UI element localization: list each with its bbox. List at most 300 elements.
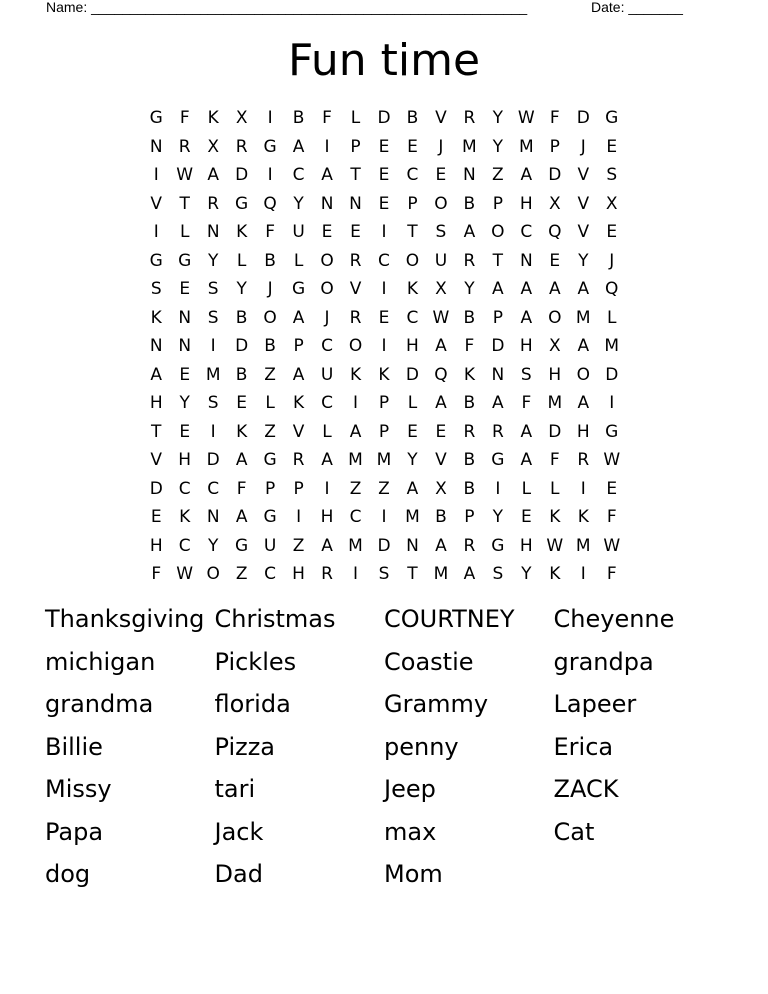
word-bank-item: Coastie xyxy=(384,647,474,676)
grid-letter: L xyxy=(293,250,304,271)
grid-letter: L xyxy=(236,250,247,271)
grid-letter: E xyxy=(435,421,447,442)
grid-letter: K xyxy=(577,507,589,528)
grid-letter: T xyxy=(407,564,418,585)
grid-letter: K xyxy=(293,393,305,414)
grid-letter: H xyxy=(149,393,163,414)
grid-letter: E xyxy=(350,222,361,243)
grid-letter: Y xyxy=(464,279,475,300)
grid-letter: L xyxy=(265,393,275,414)
grid-letter: E xyxy=(407,421,418,442)
word-bank-item: florida xyxy=(214,690,291,719)
grid-letter: J xyxy=(609,250,615,271)
word-bank-item: grandpa xyxy=(553,647,654,676)
grid-letter: T xyxy=(179,193,190,214)
grid-letter: D xyxy=(405,364,419,385)
word-bank-row xyxy=(45,853,745,896)
grid-letter: I xyxy=(381,222,387,243)
grid-letter: L xyxy=(521,478,532,499)
grid-letter: S xyxy=(435,222,447,243)
grid-letter: Y xyxy=(578,250,589,271)
grid-letter: C xyxy=(520,222,533,243)
grid-letter: A xyxy=(235,507,248,528)
grid-letter: E xyxy=(378,307,390,328)
grid-letter: I xyxy=(267,165,273,186)
grid-letter: S xyxy=(150,279,162,300)
grid-letter: A xyxy=(349,421,362,442)
grid-letter: O xyxy=(320,279,334,300)
grid-row xyxy=(142,275,626,304)
grid-letter: G xyxy=(491,535,505,556)
word-bank-item: Christmas xyxy=(214,605,336,634)
grid-letter: C xyxy=(207,478,220,499)
grid-letter: G xyxy=(235,193,249,214)
grid-letter: A xyxy=(435,535,447,556)
grid-letter: P xyxy=(293,478,304,499)
grid-letter: X xyxy=(548,193,561,214)
grid-letter: A xyxy=(321,450,333,471)
grid-letter: D xyxy=(235,165,249,186)
grid-letter: A xyxy=(321,535,333,556)
grid-letter: Y xyxy=(236,279,247,300)
grid-letter: K xyxy=(378,364,390,385)
grid-letter: Z xyxy=(235,564,248,585)
grid-letter: B xyxy=(435,507,447,528)
grid-letter: D xyxy=(377,535,391,556)
word-bank-item: Jeep xyxy=(384,775,436,804)
grid-letter: F xyxy=(179,108,190,129)
grid-letter: U xyxy=(434,250,448,271)
grid-letter: E xyxy=(179,279,191,300)
grid-letter: N xyxy=(463,165,476,186)
grid-row xyxy=(142,361,626,390)
grid-letter: K xyxy=(349,364,362,385)
grid-letter: R xyxy=(349,307,362,328)
grid-letter: V xyxy=(577,222,590,243)
grid-letter: Z xyxy=(292,535,305,556)
grid-letter: B xyxy=(235,307,248,328)
grid-letter: K xyxy=(179,507,191,528)
grid-letter: I xyxy=(381,507,387,528)
grid-letter: O xyxy=(434,193,448,214)
word-bank-item: Jack xyxy=(214,817,264,846)
grid-letter: E xyxy=(378,193,390,214)
grid-letter: B xyxy=(463,193,476,214)
grid-letter: R xyxy=(321,564,333,585)
grid-letter: L xyxy=(322,421,332,442)
grid-letter: F xyxy=(606,507,617,528)
grid-letter: F xyxy=(521,393,532,414)
grid-letter: G xyxy=(263,136,277,157)
grid-letter: G xyxy=(263,507,277,528)
grid-letter: C xyxy=(406,165,419,186)
grid-letter: E xyxy=(407,136,418,157)
grid-letter: I xyxy=(609,393,615,414)
grid-letter: P xyxy=(378,393,390,414)
grid-letter: K xyxy=(463,364,475,385)
word-bank-row xyxy=(45,683,745,726)
grid-letter: H xyxy=(406,336,419,357)
grid-letter: A xyxy=(463,564,476,585)
grid-letter: M xyxy=(405,507,420,528)
grid-letter: V xyxy=(349,279,362,300)
grid-letter: I xyxy=(210,336,216,357)
grid-letter: N xyxy=(178,307,192,328)
grid-letter: P xyxy=(350,136,361,157)
grid-row xyxy=(142,190,626,219)
grid-letter: C xyxy=(292,165,305,186)
grid-letter: Q xyxy=(434,364,448,385)
grid-letter: C xyxy=(178,478,191,499)
word-bank-row xyxy=(45,641,745,684)
grid-row xyxy=(142,218,626,247)
grid-letter: G xyxy=(263,450,277,471)
grid-letter: L xyxy=(606,307,617,328)
grid-row xyxy=(142,560,626,589)
grid-letter: X xyxy=(435,279,447,300)
grid-letter: A xyxy=(292,136,305,157)
grid-letter: W xyxy=(176,165,194,186)
grid-letter: A xyxy=(520,279,533,300)
name-field-line: Name: ________________________________________________________ xyxy=(46,0,528,15)
grid-letter: O xyxy=(576,364,590,385)
grid-letter: A xyxy=(520,307,533,328)
grid-letter: N xyxy=(206,507,220,528)
grid-letter: B xyxy=(264,336,276,357)
grid-letter: K xyxy=(549,564,561,585)
grid-letter: Y xyxy=(179,393,190,414)
grid-letter: P xyxy=(492,193,503,214)
grid-letter: S xyxy=(207,279,219,300)
date-field-line: Date: _______ xyxy=(591,0,683,15)
grid-letter: I xyxy=(153,222,159,243)
grid-letter: G xyxy=(149,250,163,271)
grid-letter: U xyxy=(292,222,305,243)
grid-letter: V xyxy=(150,450,163,471)
grid-letter: H xyxy=(576,421,590,442)
grid-letter: F xyxy=(549,450,560,471)
word-bank-row xyxy=(45,768,745,811)
grid-letter: I xyxy=(324,478,330,499)
grid-letter: Z xyxy=(264,364,276,385)
grid-letter: K xyxy=(236,222,248,243)
grid-letter: Y xyxy=(492,507,504,528)
grid-letter: S xyxy=(520,364,532,385)
grid-row xyxy=(142,161,626,190)
grid-letter: E xyxy=(378,136,390,157)
grid-letter: Y xyxy=(407,450,418,471)
grid-letter: I xyxy=(324,136,330,157)
grid-letter: G xyxy=(149,108,163,129)
grid-letter: J xyxy=(580,136,586,157)
grid-letter: G xyxy=(178,250,192,271)
word-bank-row xyxy=(45,726,745,769)
grid-letter: E xyxy=(378,165,390,186)
grid-letter: A xyxy=(492,393,504,414)
grid-letter: P xyxy=(293,336,304,357)
grid-letter: F xyxy=(151,564,162,585)
grid-letter: Z xyxy=(349,478,362,499)
grid-letter: R xyxy=(178,136,191,157)
grid-letter: F xyxy=(549,108,560,129)
grid-letter: P xyxy=(264,478,276,499)
grid-letter: A xyxy=(150,364,163,385)
grid-letter: I xyxy=(353,564,359,585)
grid-letter: O xyxy=(405,250,420,271)
grid-letter: B xyxy=(406,108,419,129)
grid-letter: M xyxy=(376,450,392,471)
grid-letter: A xyxy=(435,393,447,414)
word-bank-item: Papa xyxy=(45,817,104,846)
grid-letter: Q xyxy=(548,222,562,243)
grid-letter: B xyxy=(463,307,476,328)
grid-letter: D xyxy=(149,478,163,499)
grid-letter: D xyxy=(548,165,562,186)
grid-letter: J xyxy=(324,307,330,328)
grid-letter: R xyxy=(349,250,362,271)
grid-letter: N xyxy=(178,336,192,357)
grid-letter: L xyxy=(407,393,418,414)
grid-letter: T xyxy=(492,250,504,271)
grid-letter: X xyxy=(605,193,618,214)
grid-letter: M xyxy=(547,393,563,414)
grid-letter: Y xyxy=(492,108,504,129)
grid-row xyxy=(142,133,626,162)
grid-letter: U xyxy=(320,364,334,385)
grid-letter: I xyxy=(296,507,302,528)
grid-letter: A xyxy=(577,279,590,300)
grid-letter: V xyxy=(435,108,447,129)
grid-letter: E xyxy=(606,136,618,157)
grid-letter: Y xyxy=(207,250,219,271)
grid-letter: E xyxy=(179,364,191,385)
word-bank-item: penny xyxy=(384,732,459,761)
grid-letter: B xyxy=(463,478,476,499)
word-bank-item: dog xyxy=(45,860,91,889)
puzzle-title: Fun time xyxy=(287,35,481,86)
grid-letter: W xyxy=(603,450,621,471)
grid-letter: S xyxy=(378,564,390,585)
grid-row xyxy=(142,475,626,504)
word-bank-item: Dad xyxy=(214,860,263,889)
word-bank-item: Pickles xyxy=(214,647,297,676)
grid-letter: Y xyxy=(521,564,532,585)
grid-letter: O xyxy=(348,336,363,357)
grid-letter: P xyxy=(492,307,503,328)
word-bank-item: tari xyxy=(214,775,256,804)
grid-letter: P xyxy=(464,507,475,528)
grid-letter: J xyxy=(438,136,444,157)
grid-letter: X xyxy=(548,336,561,357)
grid-letter: J xyxy=(267,279,273,300)
grid-letter: B xyxy=(463,450,476,471)
grid-letter: N xyxy=(149,336,163,357)
grid-letter: D xyxy=(576,108,590,129)
grid-letter: R xyxy=(463,108,476,129)
grid-letter: G xyxy=(605,421,619,442)
grid-letter: L xyxy=(350,108,361,129)
grid-row xyxy=(142,532,626,561)
grid-letter: A xyxy=(292,307,305,328)
grid-letter: E xyxy=(321,222,333,243)
grid-letter: Y xyxy=(492,136,504,157)
grid-letter: X xyxy=(207,136,219,157)
grid-letter: F xyxy=(322,108,332,129)
grid-letter: M xyxy=(518,136,534,157)
word-bank-item: Cat xyxy=(553,817,595,846)
letter-grid xyxy=(142,104,626,589)
grid-letter: N xyxy=(320,193,334,214)
grid-letter: E xyxy=(520,507,532,528)
grid-letter: Z xyxy=(378,478,390,499)
grid-letter: P xyxy=(407,193,418,214)
grid-letter: V xyxy=(577,193,590,214)
grid-letter: B xyxy=(264,250,276,271)
grid-letter: E xyxy=(179,421,191,442)
word-bank-item: Billie xyxy=(45,732,103,761)
word-bank xyxy=(45,598,745,896)
grid-letter: W xyxy=(176,564,194,585)
grid-letter: X xyxy=(235,108,248,129)
grid-letter: B xyxy=(235,364,248,385)
grid-letter: Y xyxy=(207,535,219,556)
grid-row xyxy=(142,304,626,333)
grid-letter: U xyxy=(263,535,277,556)
grid-letter: A xyxy=(520,421,533,442)
grid-row xyxy=(142,389,626,418)
grid-letter: E xyxy=(236,393,248,414)
grid-letter: A xyxy=(520,165,533,186)
grid-letter: I xyxy=(353,393,359,414)
grid-letter: H xyxy=(178,450,192,471)
grid-letter: S xyxy=(207,307,219,328)
grid-letter: L xyxy=(179,222,190,243)
grid-letter: N xyxy=(406,535,419,556)
grid-letter: O xyxy=(491,222,505,243)
grid-letter: M xyxy=(205,364,221,385)
word-bank-item: Lapeer xyxy=(553,690,637,719)
word-bank-item: ZACK xyxy=(553,775,619,804)
grid-letter: M xyxy=(433,564,449,585)
grid-letter: M xyxy=(575,307,591,328)
grid-letter: M xyxy=(348,450,363,471)
grid-letter: R xyxy=(292,450,305,471)
grid-letter: F xyxy=(606,564,617,585)
word-bank-item: Grammy xyxy=(384,690,489,719)
word-bank-item: max xyxy=(384,817,437,846)
word-bank-item: Cheyenne xyxy=(553,605,675,634)
grid-letter: R xyxy=(463,421,476,442)
grid-letter: H xyxy=(548,364,562,385)
grid-letter: F xyxy=(236,478,247,499)
grid-letter: A xyxy=(235,450,248,471)
grid-letter: D xyxy=(206,450,220,471)
grid-letter: I xyxy=(495,478,501,499)
grid-letter: E xyxy=(606,478,618,499)
word-bank-item: Erica xyxy=(553,732,614,761)
grid-row xyxy=(142,446,626,475)
grid-letter: N xyxy=(519,250,533,271)
grid-letter: D xyxy=(491,336,505,357)
grid-letter: A xyxy=(207,165,219,186)
grid-letter: D xyxy=(548,421,562,442)
grid-letter: H xyxy=(519,193,533,214)
grid-letter: K xyxy=(207,108,219,129)
grid-letter: H xyxy=(519,336,533,357)
grid-letter: T xyxy=(350,165,361,186)
grid-letter: O xyxy=(320,250,334,271)
word-bank-item: michigan xyxy=(45,647,156,676)
grid-letter: G xyxy=(291,279,306,300)
grid-letter: C xyxy=(321,336,333,357)
grid-letter: I xyxy=(381,336,387,357)
grid-letter: V xyxy=(292,421,305,442)
grid-letter: K xyxy=(150,307,162,328)
grid-letter: R xyxy=(577,450,590,471)
grid-letter: C xyxy=(178,535,191,556)
grid-letter: R xyxy=(491,421,504,442)
word-bank-item: Mom xyxy=(384,860,443,889)
grid-row xyxy=(142,503,626,532)
grid-letter: A xyxy=(292,364,305,385)
grid-letter: F xyxy=(265,222,275,243)
grid-letter: S xyxy=(207,393,219,414)
grid-letter: S xyxy=(492,564,504,585)
grid-letter: E xyxy=(606,222,618,243)
grid-letter: A xyxy=(492,279,504,300)
grid-letter: H xyxy=(149,535,163,556)
grid-letter: A xyxy=(577,393,590,414)
grid-letter: N xyxy=(206,222,220,243)
grid-letter: H xyxy=(292,564,305,585)
grid-letter: V xyxy=(577,165,590,186)
grid-letter: K xyxy=(236,421,248,442)
grid-letter: C xyxy=(406,307,419,328)
word-bank-item: Missy xyxy=(45,775,112,804)
grid-row xyxy=(142,332,626,361)
grid-letter: D xyxy=(605,364,619,385)
grid-letter: H xyxy=(519,535,533,556)
grid-letter: T xyxy=(151,421,162,442)
grid-letter: O xyxy=(263,307,277,328)
grid-letter: R xyxy=(235,136,248,157)
grid-letter: I xyxy=(267,108,273,129)
grid-letter: C xyxy=(378,250,390,271)
grid-letter: N xyxy=(491,364,505,385)
grid-letter: A xyxy=(406,478,419,499)
grid-letter: I xyxy=(153,165,159,186)
grid-letter: B xyxy=(463,393,476,414)
grid-letter: F xyxy=(464,336,475,357)
grid-letter: A xyxy=(577,336,590,357)
grid-letter: C xyxy=(264,564,277,585)
grid-letter: O xyxy=(206,564,220,585)
grid-letter: G xyxy=(605,108,619,129)
grid-letter: I xyxy=(381,279,387,300)
grid-letter: N xyxy=(349,193,362,214)
grid-letter: G xyxy=(491,450,505,471)
grid-letter: T xyxy=(407,222,418,243)
grid-letter: C xyxy=(349,507,362,528)
grid-letter: H xyxy=(320,507,334,528)
grid-letter: P xyxy=(378,421,390,442)
word-bank-item: grandma xyxy=(45,690,154,719)
grid-letter: X xyxy=(435,478,447,499)
grid-letter: A xyxy=(321,165,333,186)
grid-letter: K xyxy=(406,279,419,300)
word-bank-row xyxy=(45,598,745,641)
grid-letter: O xyxy=(548,307,562,328)
